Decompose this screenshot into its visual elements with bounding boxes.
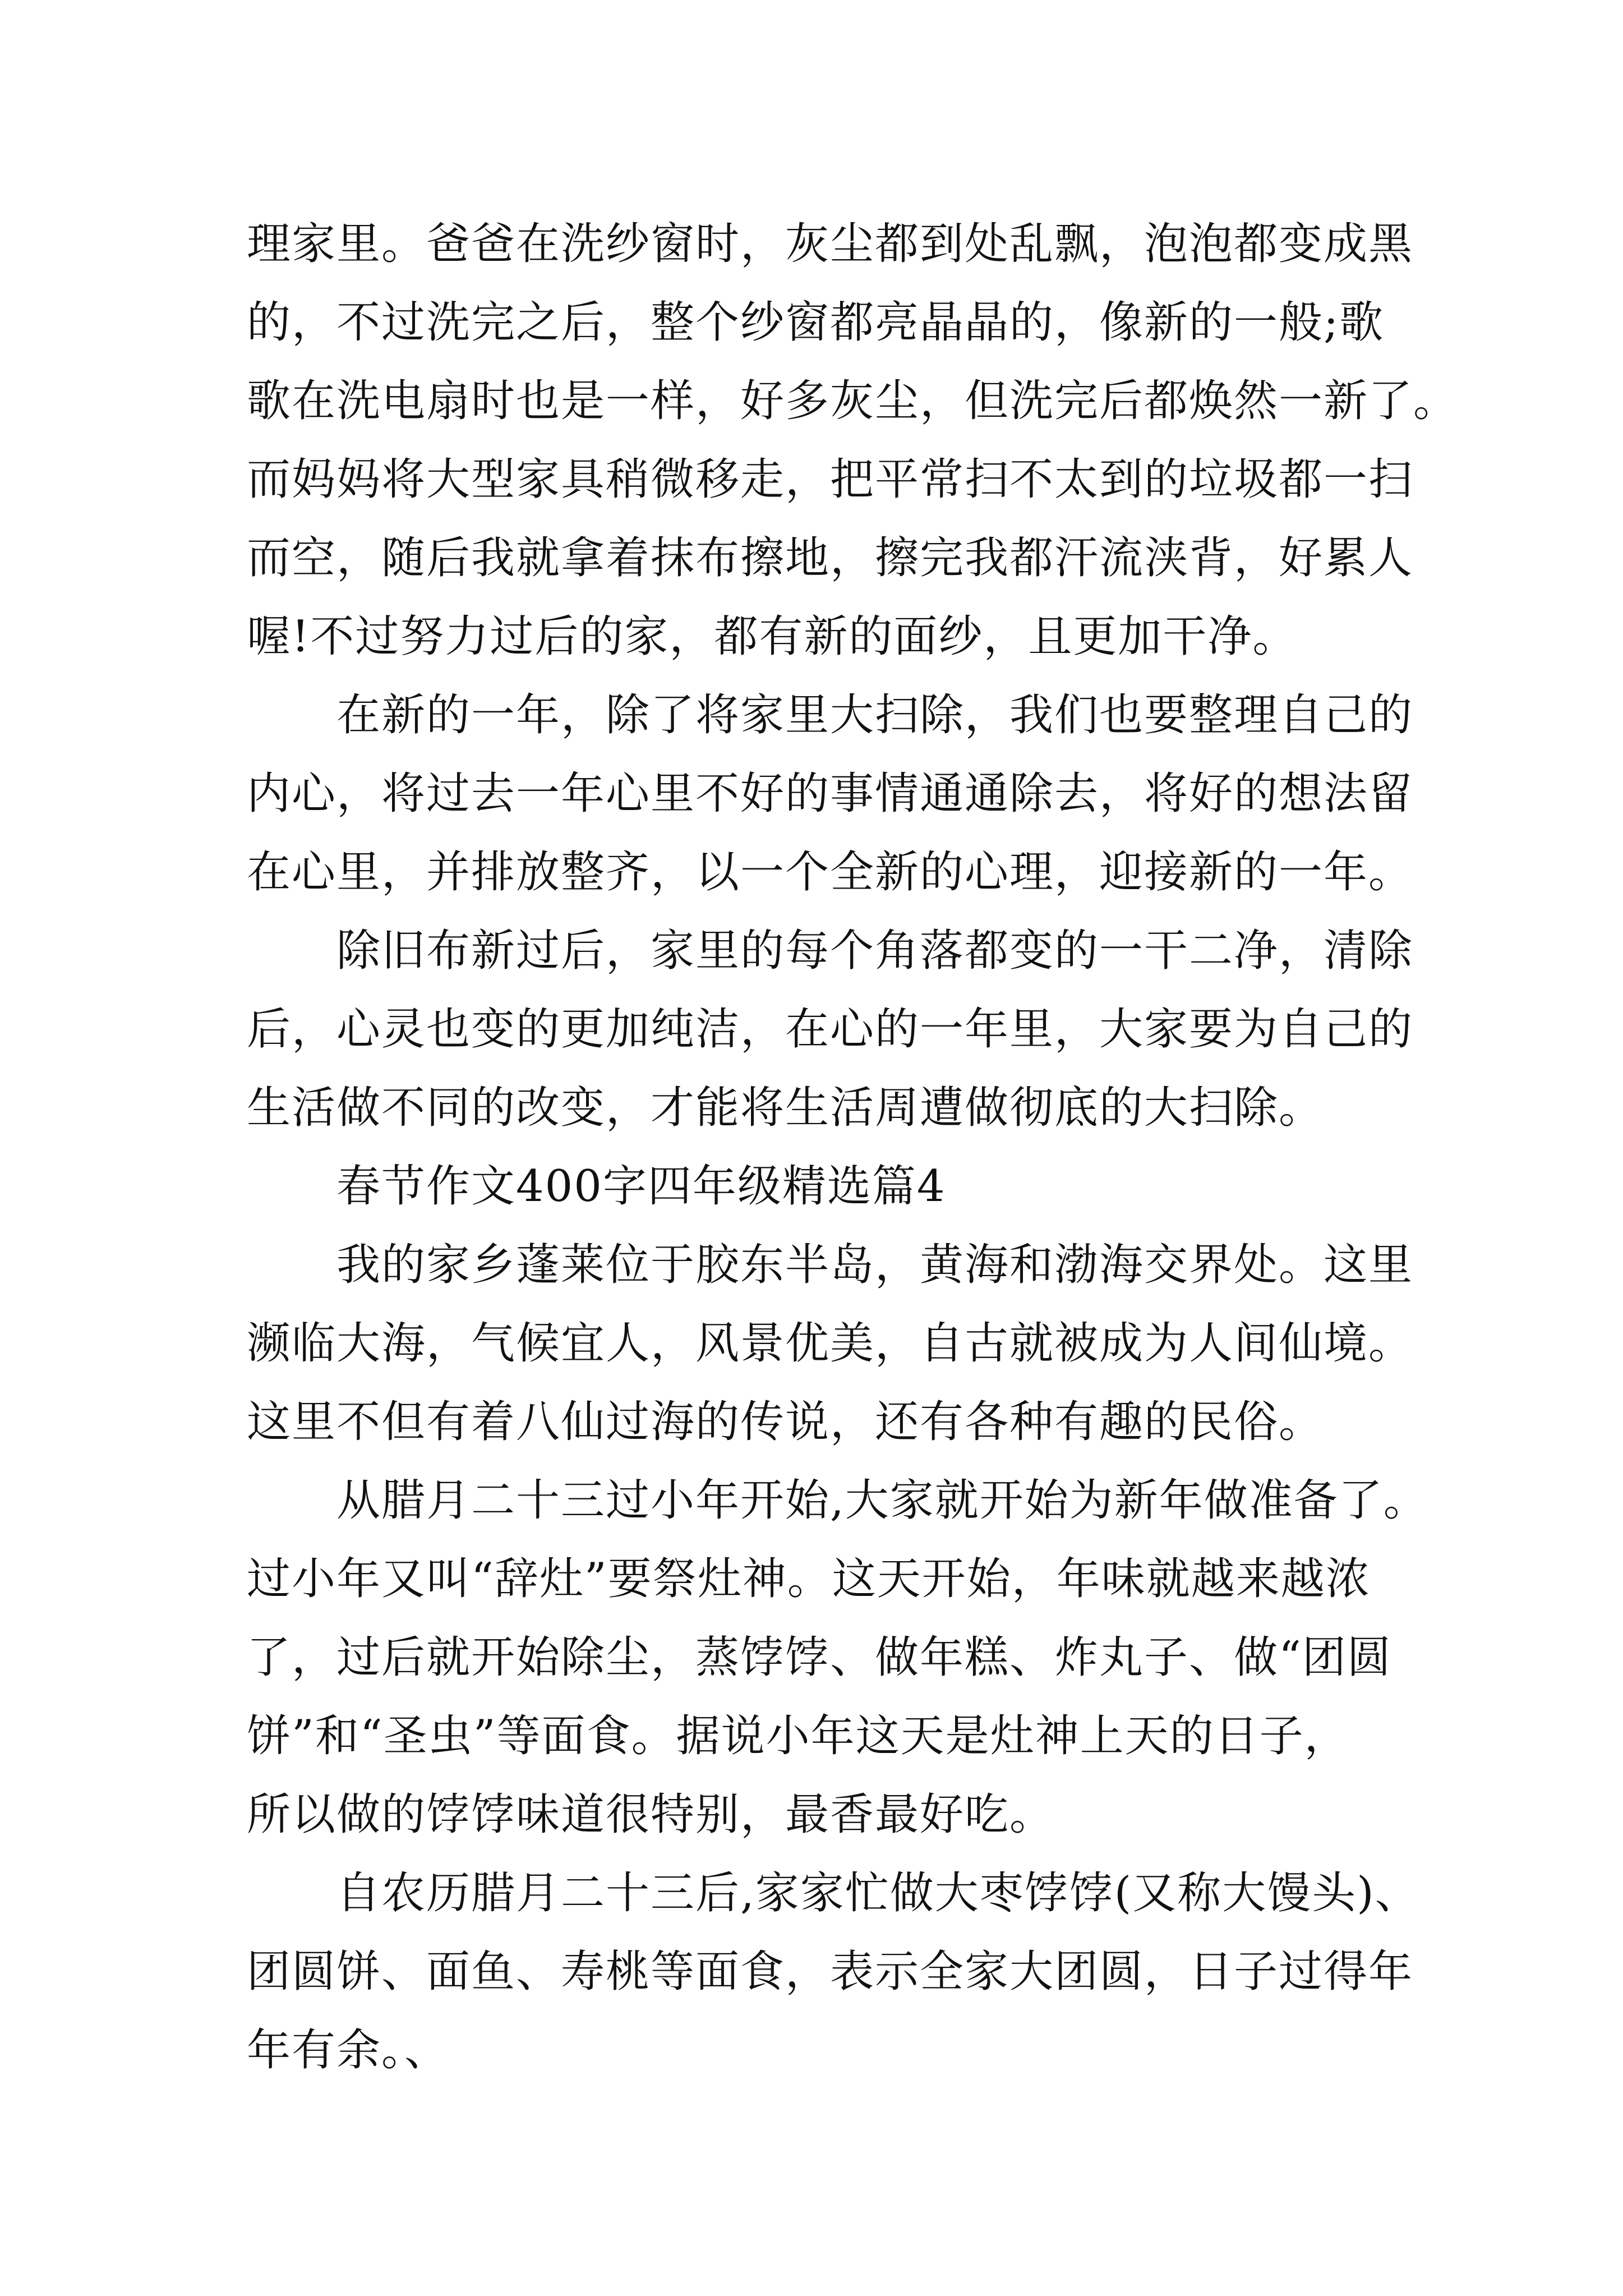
text-line: 年有余。、: [247, 2025, 450, 2076]
section-heading: 春节作文400字四年级精选篇4: [336, 1161, 946, 1212]
text-line: 所以做的饽饽味道很特别，最香最好吃。: [247, 1789, 1055, 1840]
text-line: 这里不但有着八仙过海的传说，还有各种有趣的民俗。: [247, 1397, 1324, 1447]
text-line: 理家里。爸爸在洗纱窗时，灰尘都到处乱飘，泡泡都变成黑: [247, 219, 1414, 269]
text-line: 在新的一年，除了将家里大扫除，我们也要整理自己的: [336, 690, 1414, 740]
text-line: 生活做不同的改变，才能将生活周遭做彻底的大扫除。: [247, 1083, 1324, 1133]
text-line: 除旧布新过后，家里的每个角落都变的一干二净，清除: [336, 926, 1414, 976]
text-line: 濒临大海，气候宜人，风景优美，自古就被成为人间仙境。: [247, 1318, 1414, 1369]
text-line: 过小年又叫“辞灶”要祭灶神。这天开始，年味就越来越浓: [247, 1554, 1371, 1604]
text-line: 团圆饼、面鱼、寿桃等面食，表示全家大团圆，日子过得年: [247, 1947, 1414, 1997]
text-line: 而妈妈将大型家具稍微移走，把平常扫不太到的垃圾都一扫: [247, 454, 1414, 505]
text-line: 在心里，并排放整齐，以一个全新的心理，迎接新的一年。: [247, 847, 1414, 898]
text-line: 了，过后就开始除尘，蒸饽饽、做年糕、炸丸子、做“团圆: [247, 1632, 1392, 1683]
text-line: 内心，将过去一年心里不好的事情通通除去，将好的想法留: [247, 769, 1414, 819]
text-line: 我的家乡蓬莱位于胶东半岛，黄海和渤海交界处。这里: [336, 1240, 1414, 1290]
text-line: 的，不过洗完之后，整个纱窗都亮晶晶的，像新的一般;歌: [247, 297, 1385, 348]
text-line: 后，心灵也变的更加纯洁，在心的一年里，大家要为自己的: [247, 1004, 1414, 1055]
text-line: 饼”和“圣虫”等面食。据说小年这天是灶神上天的日子，: [247, 1711, 1349, 1761]
text-line: 歌在洗电扇时也是一样，好多灰尘，但洗完后都焕然一新了。: [247, 376, 1459, 426]
text-line: 喔!不过努力过后的家，都有新的面纱，且更加干净。: [247, 611, 1298, 662]
text-line: 而空，随后我就拿着抹布擦地，擦完我都汗流浃背，好累人: [247, 533, 1414, 583]
text-line: 自农历腊月二十三后,家家忙做大枣饽饽(又称大馒头)、: [336, 1868, 1420, 1918]
text-line: 从腊月二十三过小年开始,大家就开始为新年做准备了。: [336, 1475, 1428, 1526]
